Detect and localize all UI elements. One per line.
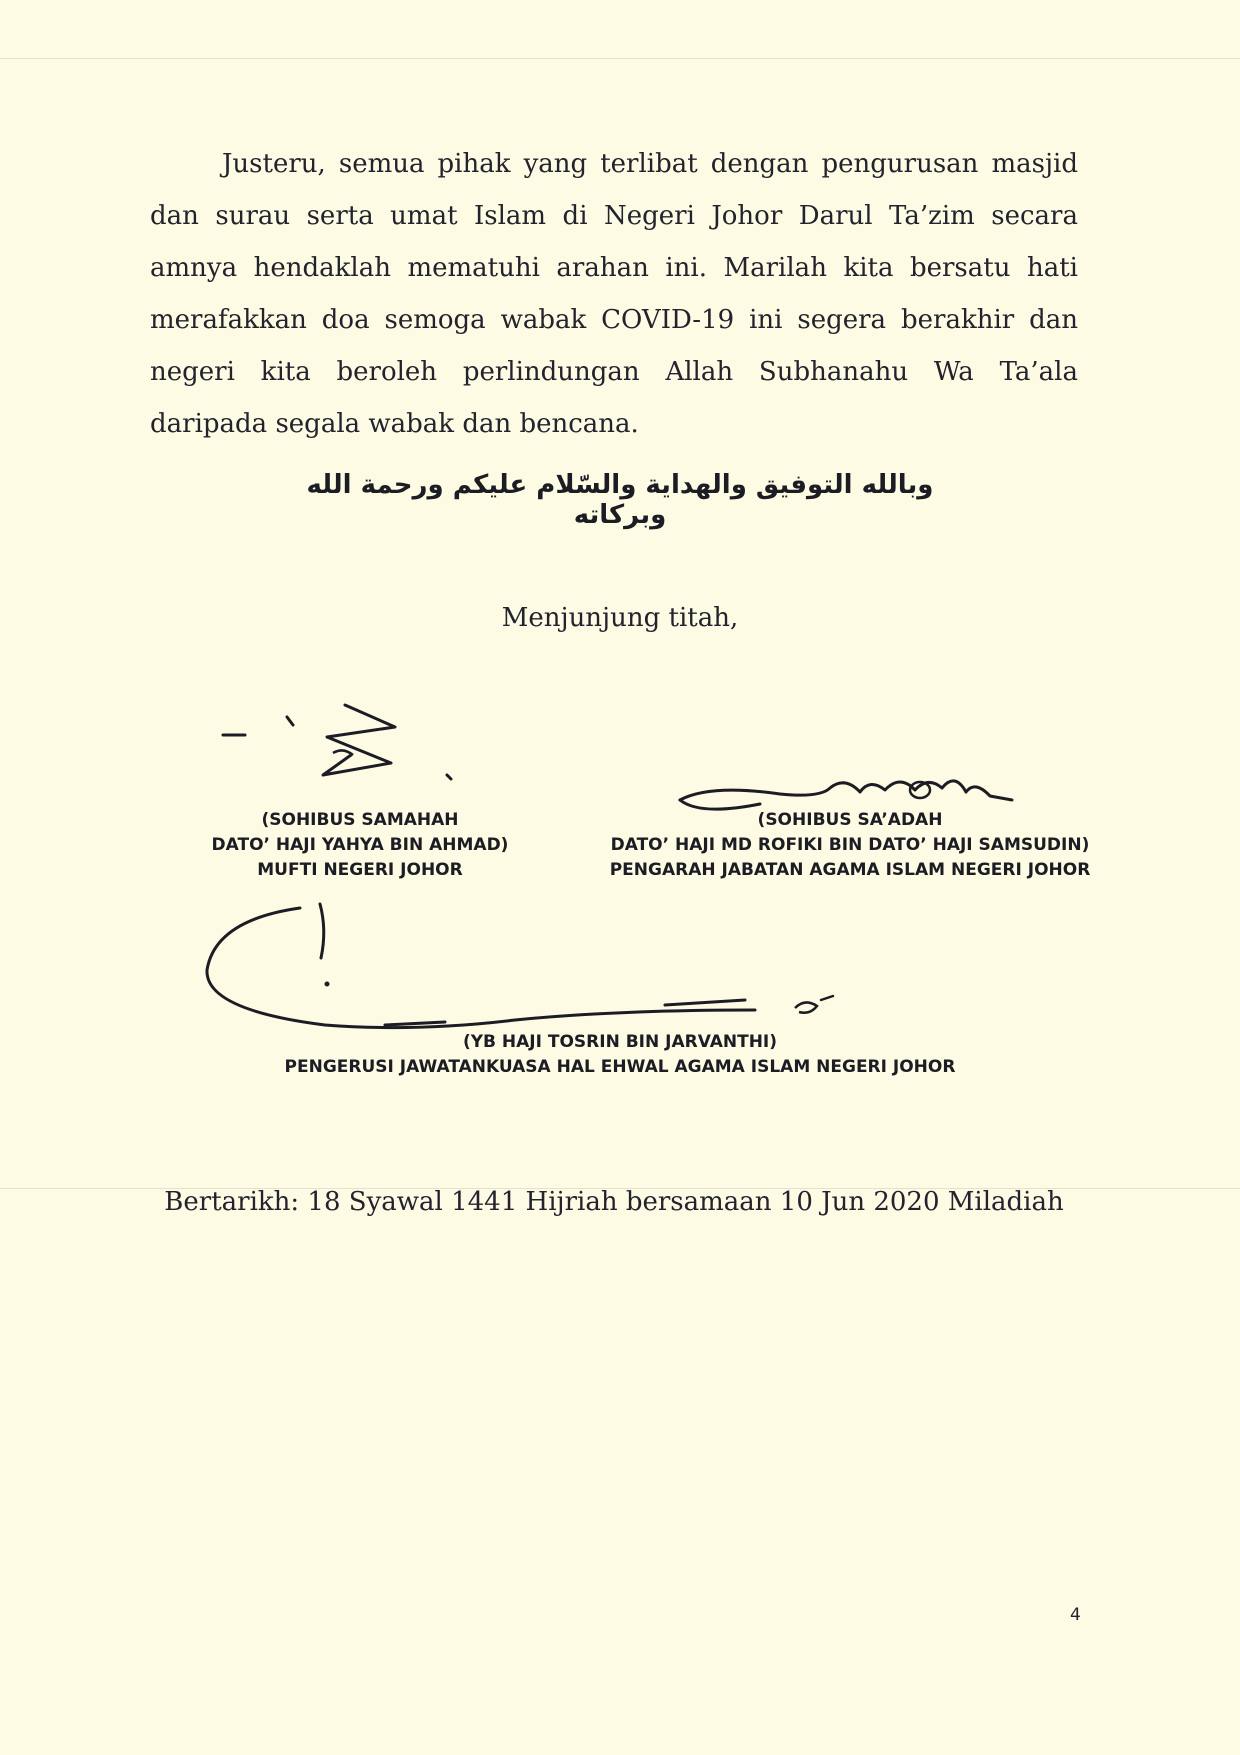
arabic-closing-greeting: وبالله التوفيق والهداية والسّلام عليكم ورحمة الله وبركاته [306,470,934,530]
director-title: (SOHIBUS SA’ADAH [757,810,943,830]
salutation: Menjunjung titah, [501,603,739,633]
chairman-position: PENGERUSI JAWATANKUASA HAL EHWAL AGAMA ISLAM NEGERI JOHOR [284,1057,956,1077]
page-rule-line [0,58,1240,59]
page-number: 4 [1070,1605,1081,1625]
mufti-signature-block [150,808,570,883]
mufti-title: (SOHIBUS SAMAHAH [261,810,459,830]
date-line: Bertarikh: 18 Syawal 1441 Hijriah bersamaan 10 Jun 2020 Miladiah [164,1187,1064,1217]
body-paragraph: Justeru, semua pihak yang terlibat dengan pengurusan masjid dan surau serta umat Islam di Negeri Johor Darul Ta’zim secara amnya hendaklah mematuhi arahan ini. Marilah kita bersatu hati merafakkan doa semoga wabak COVID-19 ini segera berakhir dan negeri kita beroleh perlindungan Allah Subhanahu Wa Ta’ala daripada segala wabak dan bencana. [150,149,1078,439]
chairman-signature-mark [195,900,855,1040]
mufti-position: MUFTI NEGERI JOHOR [257,860,463,880]
chairman-signature-block [200,1030,1040,1080]
director-signature-block [590,808,1110,883]
mufti-name: DATO’ HAJI YAHYA BIN AHMAD) [211,835,509,855]
director-name: DATO’ HAJI MD ROFIKI BIN DATO’ HAJI SAMSUDIN) [610,835,1090,855]
mufti-signature-mark [215,695,475,795]
chairman-name: (YB HAJI TOSRIN BIN JARVANTHI) [462,1032,778,1052]
director-position: PENGARAH JABATAN AGAMA ISLAM NEGERI JOHOR [609,860,1091,880]
